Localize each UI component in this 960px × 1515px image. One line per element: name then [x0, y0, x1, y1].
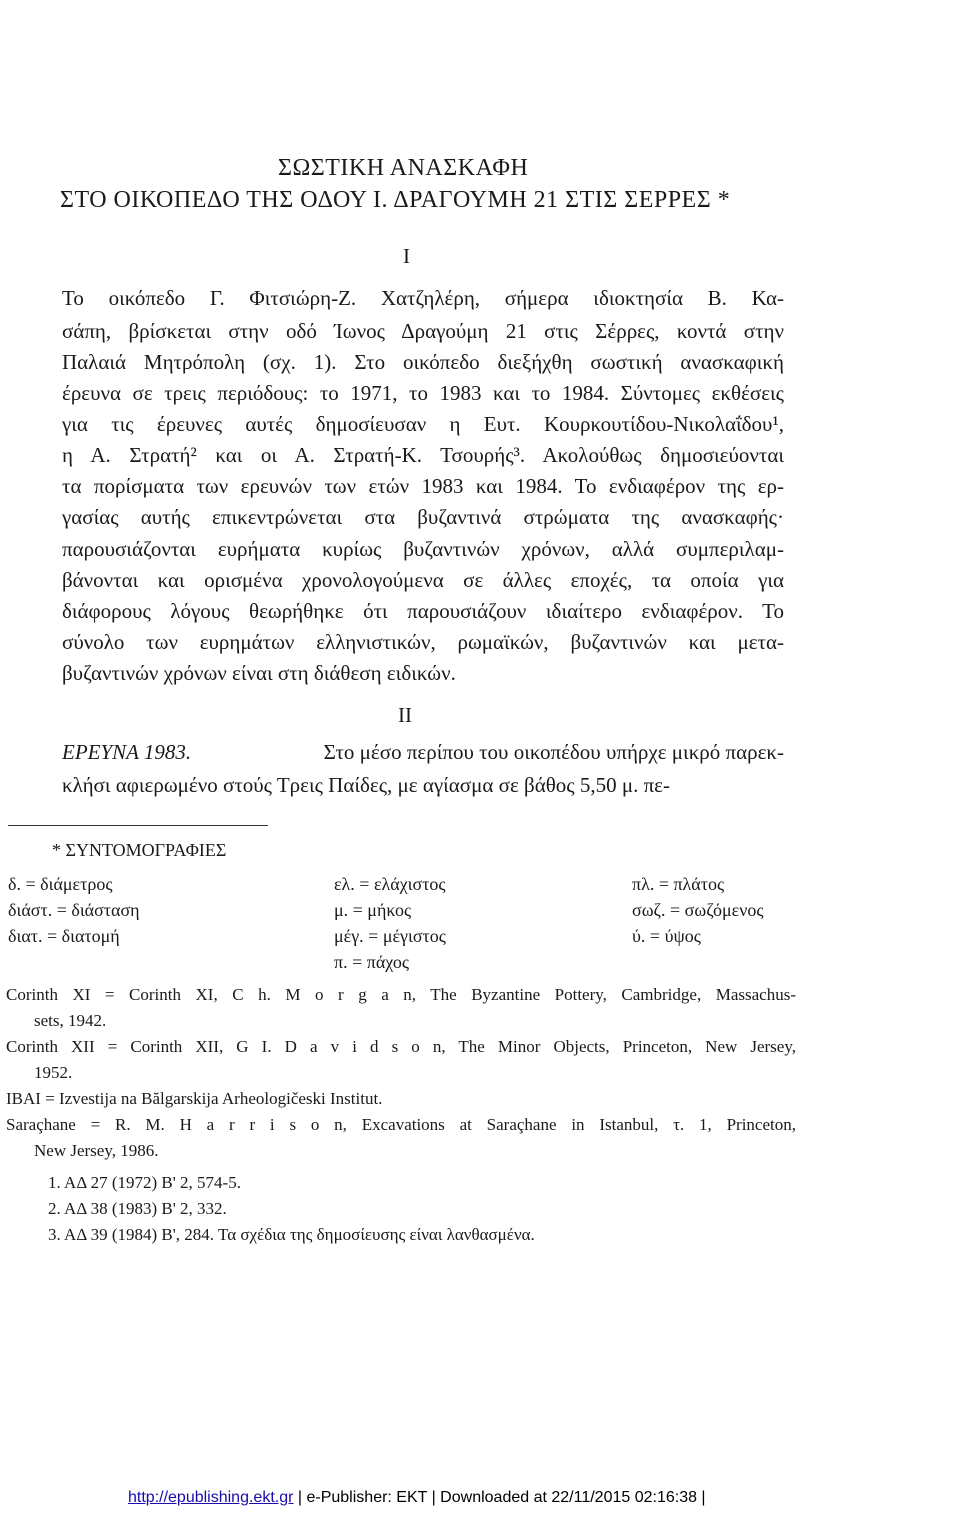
section-2-heading: ΕΡΕΥΝΑ 1983. [62, 740, 192, 764]
abbreviation-entry: δ. = διάμετρος [8, 874, 113, 894]
section-1-line: για τις έρευνες αυτές δημοσίευσαν η Ευτ. Κουρκουτίδου-Νικολαΐδου¹, [62, 412, 784, 436]
footer-text: | e-Publisher: EKT | Downloaded at 22/11/2015 02:16:38 | [293, 1489, 706, 1506]
section-1-line: Το οικόπεδο Γ. Φιτσιώρη-Ζ. Χατζηλέρη, σήμερα ιδιοκτησία Β. Κα- [62, 286, 784, 310]
abbreviation-entry: διατ. = διατομή [8, 926, 120, 946]
abbreviations-heading: * ΣΥΝΤΟΜΟΓΡΑΦΙΕΣ [52, 840, 227, 860]
bibliography-entry-continuation: 1952. [34, 1063, 73, 1082]
footnote: 1. ΑΔ 27 (1972) Β' 2, 574-5. [48, 1173, 241, 1192]
bibliography-entry: Saraçhane = R. M. H a r r i s o n, Excavations at Saraçhane in Istanbul, τ. 1, Princeton, [6, 1115, 796, 1134]
footer-link[interactable]: http://epublishing.ekt.gr [128, 1489, 294, 1506]
bibliography-entry: Corinth XI = Corinth XI, C h. M o r g a n, The Byzantine Pottery, Cambridge, Massachus- [6, 985, 796, 1004]
abbreviation-entry: μέγ. = μέγιστος [334, 926, 446, 946]
section-2-line-1-text: Στο μέσο περίπου του οικοπέδου υπήρχε μικρό παρεκ- [323, 740, 784, 764]
section-2-line-2: κλήσι αφιερωμένο στούς Τρεις Παίδες, με αγίασμα σε βάθος 5,50 μ. πε- [62, 773, 670, 797]
section-1-line: Παλαιά Μητρόπολη (σχ. 1). Στο οικόπεδο διεξήχθη σωστική ανασκαφική [62, 350, 784, 374]
abbreviation-entry: ύ. = ύψος [632, 926, 701, 946]
abbreviation-entry: πλ. = πλάτος [632, 874, 725, 894]
abbreviation-entry: π. = πάχος [334, 952, 409, 972]
section-1-line: βυζαντινών χρόνων είναι στη διάθεση ειδικών. [62, 661, 456, 685]
download-footer [128, 1489, 706, 1507]
title-line-2: ΣΤΟ ΟΙΚΟΠΕΔΟ ΤΗΣ ΟΔΟΥ Ι. ΔΡΑΓΟΥΜΗ 21 ΣΤΙΣ ΣΕΡΡΕΣ * [60, 187, 731, 213]
bibliography-entry: Corinth XII = Corinth XII, G I. D a v i d s o n, The Minor Objects, Princeton, New Jersey, [6, 1037, 796, 1056]
section-1-line: τα πορίσματα των ερευνών των ετών 1983 και 1984. Το ενδιαφέρον της ερ- [62, 474, 784, 498]
bibliography-entry-continuation: New Jersey, 1986. [34, 1141, 159, 1160]
title-line-1: ΣΩΣΤΙΚΗ ΑΝΑΣΚΑΦΗ [278, 155, 529, 181]
abbreviation-entry: διάστ. = διάσταση [8, 900, 140, 920]
section-1-line: έρευνα σε τρεις περιόδους: το 1971, το 1983 και το 1984. Σύντομες εκθέσεις [62, 381, 784, 405]
footnote: 3. ΑΔ 39 (1984) Β', 284. Τα σχέδια της δημοσίευσης είναι λανθασμένα. [48, 1225, 535, 1244]
footnote: 2. ΑΔ 38 (1983) Β' 2, 332. [48, 1199, 227, 1218]
section-2-line-1 [62, 740, 784, 765]
abbreviation-entry: σωζ. = σωζόμενος [632, 900, 764, 920]
section-1-line: η Α. Στρατή² και οι Α. Στρατή-Κ. Τσουρής³. Ακολούθως δημοσιεύονται [62, 443, 784, 467]
footnote-rule [8, 825, 268, 826]
section-1-line: παρουσιάζονται ευρήματα κυρίως βυζαντινών χρόνων, αλλά συμπεριλαμ- [62, 537, 784, 561]
section-1-numeral: I [403, 244, 410, 268]
abbreviation-entry: ελ. = ελάχιστος [334, 874, 446, 894]
section-1-line: βάνονται και ορισμένα χρονολογούμενα σε άλλες εποχές, τα οποία για [62, 568, 784, 592]
bibliography-entry-continuation: sets, 1942. [34, 1011, 107, 1030]
section-2-numeral: II [398, 703, 412, 727]
bibliography-entry: IBAI = Izvestija na Bălgarskija Arheologičeski Institut. [6, 1089, 383, 1108]
section-1-line: διάφορους λόγους θεωρήθηκε ότι παρουσιάζουν ιδιαίτερο ενδιαφέρον. Το [62, 599, 784, 623]
abbreviation-entry: μ. = μήκος [334, 900, 412, 920]
section-1-line: σάπη, βρίσκεται στην οδό Ίωνος Δραγούμη 21 στις Σέρρες, κοντά στην [62, 319, 784, 343]
section-1-line: γασίας αυτής επικεντρώνεται στα βυζαντινά στρώματα της ανασκαφής· [62, 505, 784, 529]
section-1-line: σύνολο των ευρημάτων ελληνιστικών, ρωμαϊκών, βυζαντινών και μετα- [62, 630, 784, 654]
